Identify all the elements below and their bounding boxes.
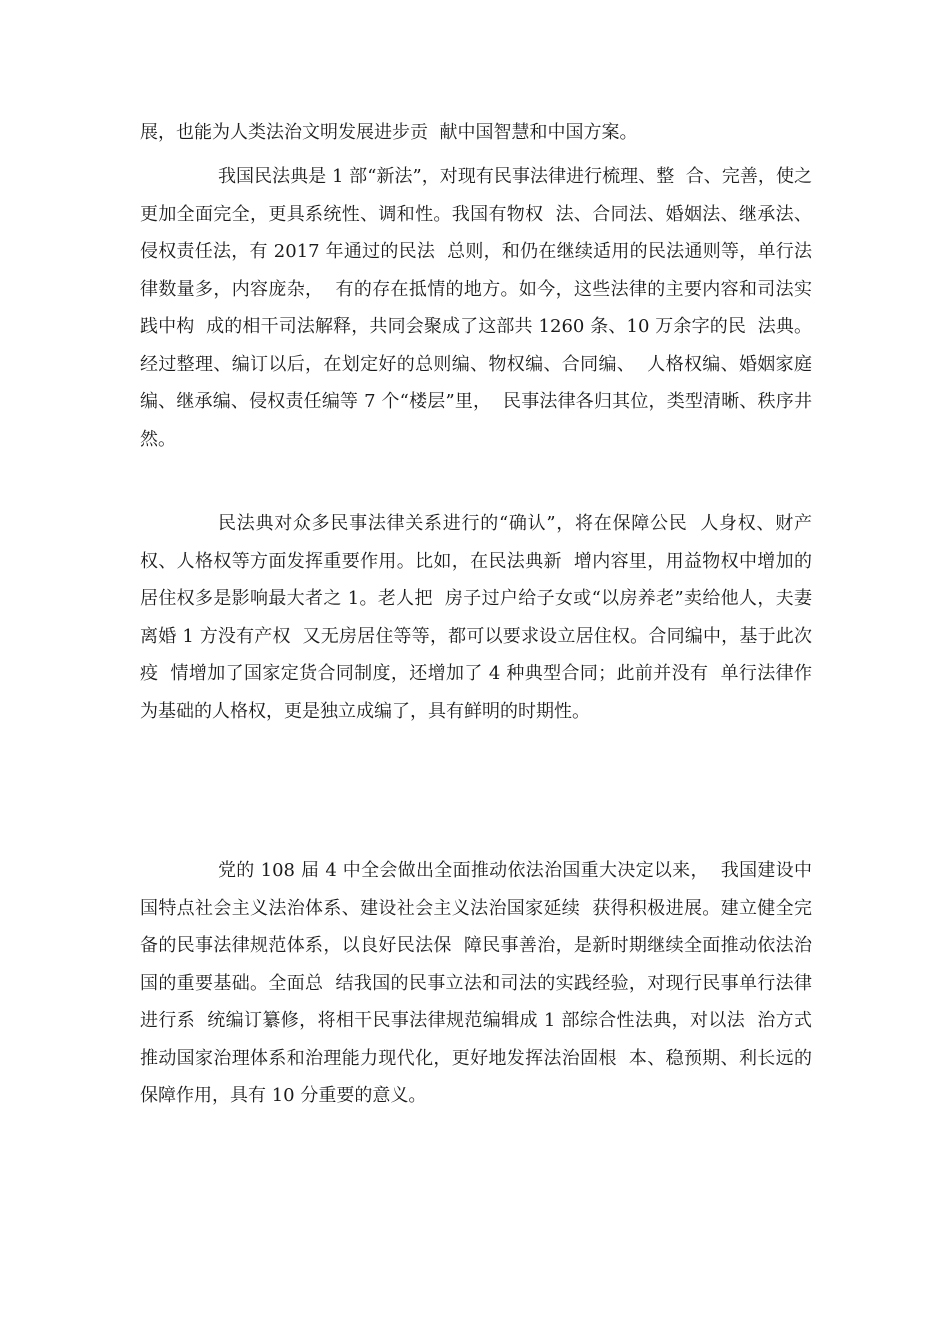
document-body xyxy=(140,158,812,458)
paragraph-continuation: 展，也能为人类法治文明发展进步贡 献中国智慧和中国方案。 xyxy=(140,122,638,143)
document-body xyxy=(140,505,812,730)
paragraph-civil-code-new-law: 我国民法典是 1 部“新法”，对现有民事法律进行梳理、整 合、完善，使之更加全面完全，更具系统性、调和性。我国有物权 法、合同法、婚姻法、继承法、侵权责任法，有 2017 年通过的民法 总则，和仍在继续适用的民法通则等，单行法律数量多，内容庞杂， 有的存在抵情的地方。如今，这些法律的主要内容和司法实践中构 成的相干司法解释，共同会聚成了这部共 1260 条、10 万余字的民 法典。经过整理、编订以后，在划定好的总则编、物权编、合同编、 人格权编、婚姻家庭编、继承编、侵权责任编等 7 个“楼层”里， 民事法律各归其位，类型清晰、秩序井然。 xyxy=(140,166,812,450)
paragraph-rule-of-law: 党的 108 届 4 中全会做出全面推动依法治国重大决定以来， 我国建设中国特点社会主义法治体系、建设社会主义法治国家延续 获得积极进展。建立健全完备的民事法律规范体系，以良好民法保 障民事善治，是新时期继续全面推动依法治国的重要基础。全面总 结我国的民事立法和司法的实践经验，对现行民事单行法律进行系 统编订纂修，将相干民事法律规范编辑成 1 部综合性法典，对以法 治方式推动国家治理体系和治理能力现代化，更好地发挥法治固根 本、稳预期、利长远的保障作用，具有 10 分重要的意义。 xyxy=(140,860,812,1106)
document-body xyxy=(140,852,812,1115)
paragraph-civil-code-confirmation: 民法典对众多民事法律关系进行的“确认”，将在保障公民 人身权、财产权、人格权等方面发挥重要作用。比如，在民法典新 增内容里，用益物权中增加的居住权多是影响最大者之 1。老人把 房子过户给子女或“以房养老”卖给他人，夫妻离婚 1 方没有产权 又无房居住等等，都可以要求设立居住权。合同编中，基于此次疫 情增加了国家定货合同制度，还增加了 4 种典型合同；此前并没有 单行法律作为基础的人格权，更是独立成编了，具有鲜明的时期性。 xyxy=(140,513,812,722)
document-body xyxy=(140,114,812,152)
